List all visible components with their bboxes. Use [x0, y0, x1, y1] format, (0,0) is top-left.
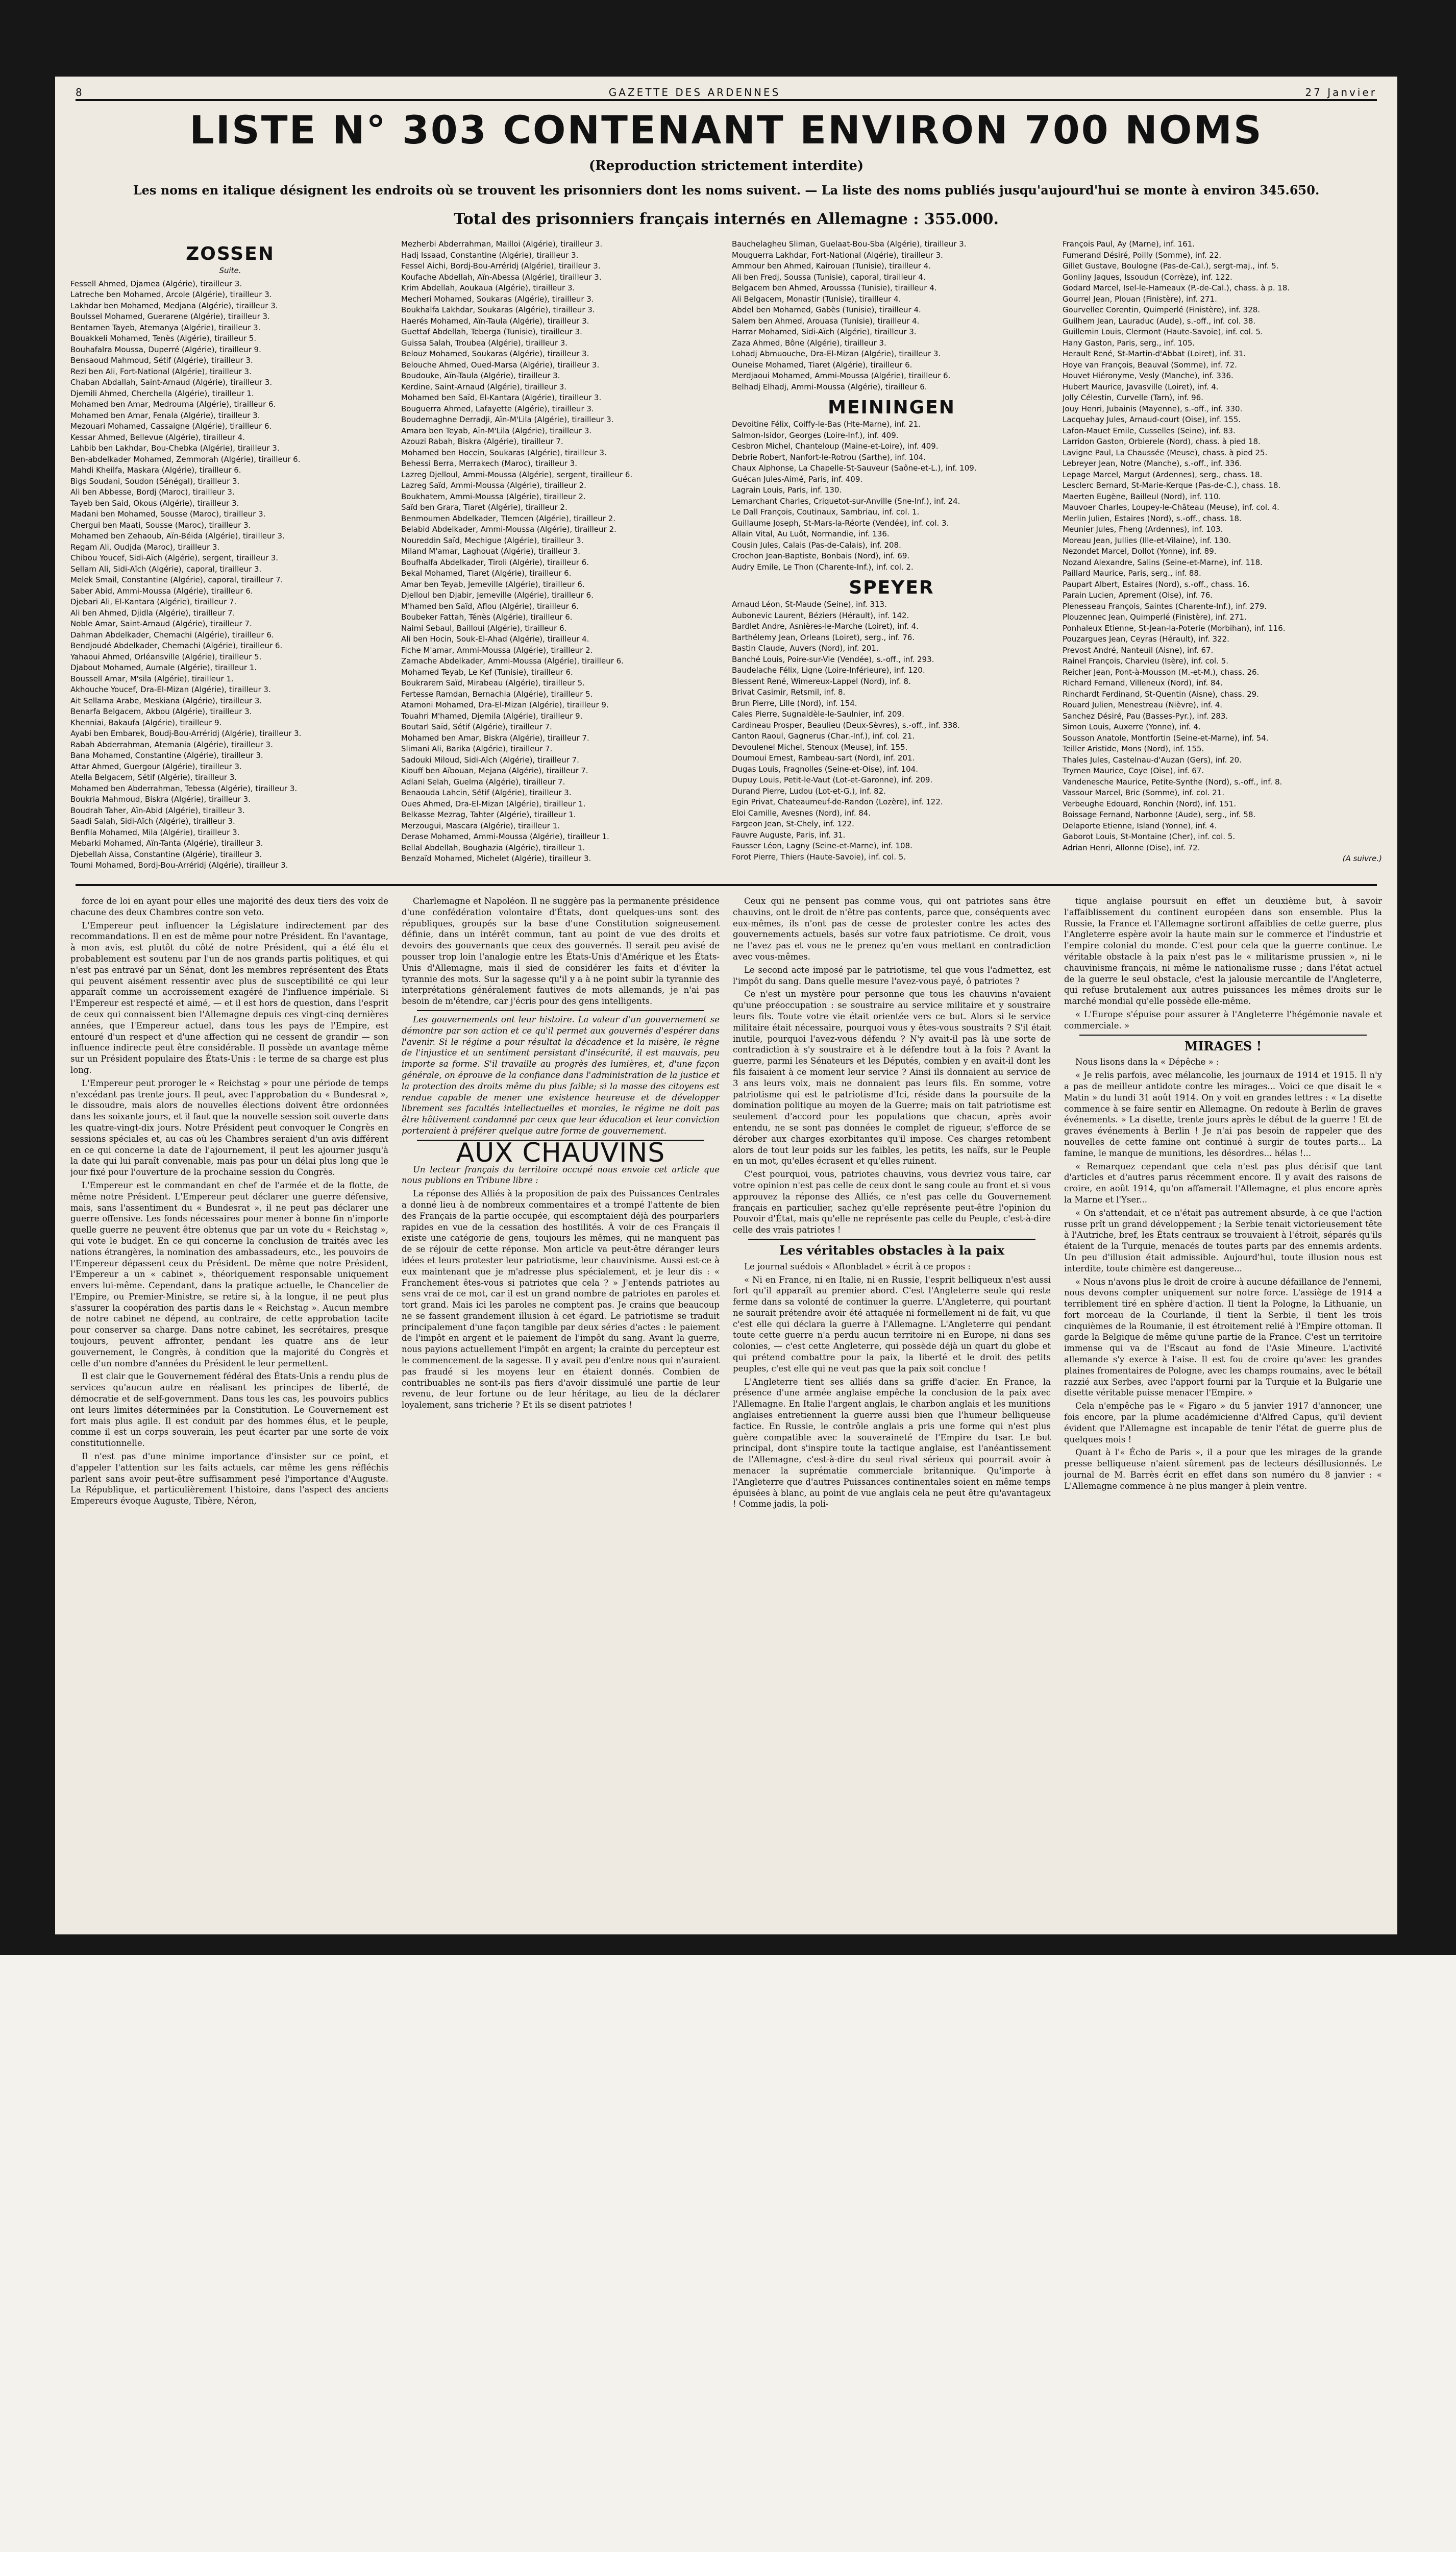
list-entry: Gourvellec Corentin, Quimperlé (Finistère), inf. 328. [1063, 305, 1261, 314]
list-entry: Reicher Jean, Pont-à-Mousson (M.-et-M.), chass. 26. [1063, 667, 1260, 677]
list-entry: Benfila Mohamed, Mila (Algérie), tirailleur 3. [70, 827, 240, 837]
list-entry: Teiller Aristide, Mons (Nord), inf. 155. [1063, 744, 1204, 753]
list-entry: M'hamed ben Saïd, Aflou (Algérie), tirailleur 6. [401, 601, 579, 611]
article-text [70, 896, 388, 1507]
list-entry: Thales Jules, Castelnau-d'Auzan (Gers), inf. 20. [1063, 755, 1242, 765]
list-entry: Regam Ali, Oudjda (Maroc), tirailleur 3. [70, 542, 220, 552]
list-column-4 [1063, 239, 1382, 877]
name-list [1063, 239, 1382, 853]
list-entry: Kerdine, Saint-Arnaud (Algérie), tirailleur 3. [401, 382, 567, 391]
list-entry: Mohamed ben Abderrahman, Tebessa (Algérie), tirailleur 3. [70, 783, 298, 793]
list-entry: Guissa Salah, Troubea (Algérie), tirailleur 3. [401, 338, 568, 348]
list-entry: Prevost André, Nanteuil (Aisne), inf. 67. [1063, 645, 1214, 655]
list-entry: Koufache Abdellah, Aïn-Abessa (Algérie), tirailleur 3. [401, 272, 602, 282]
list-entry: Bastin Claude, Auvers (Nord), inf. 201. [732, 644, 879, 653]
article-column-1 [70, 896, 388, 1927]
list-entry: Naimi Sebaul, Bailloui (Algérie), tirailleur 6. [401, 623, 567, 633]
article-text [402, 896, 720, 1007]
list-entry: Mohamed ben Amar, Medrouma (Algérie), tirailleur 6. [70, 400, 276, 409]
list-entry: Boudemaghne Derradji, Aïn-M'Lila (Algérie), tirailleur 3. [401, 415, 614, 424]
list-entry: Aubonevic Laurent, Béziers (Hérault), inf. 142. [732, 610, 909, 620]
list-entry: Salmon-Isidor, Georges (Loire-Inf.), inf. 409. [732, 430, 899, 440]
list-entry: Fargeon Jean, St-Chely, inf. 122. [732, 819, 854, 828]
heading-obstacles-paix: Les véritables obstacles à la paix [779, 1242, 1005, 1258]
list-entry: Toumi Mohamed, Bordj-Bou-Arréridj (Algérie), tirailleur 3. [70, 861, 288, 870]
list-entry: Jouy Henri, Jubainis (Mayenne), s.-off., inf. 330. [1063, 404, 1243, 413]
list-entry: Djelloul ben Djabir, Jemeville (Algérie), tirailleur 6. [401, 591, 594, 600]
list-entry: Merzougui, Mascara (Algérie), tirailleur 1. [401, 821, 560, 830]
list-entry: Meunier Jules, Fheng (Ardennes), inf. 103. [1063, 525, 1223, 534]
list-entry: Bellal Abdellah, Boughazia (Algérie), tirailleur 1. [401, 843, 585, 852]
list-entry: Hadj Issaad, Constantine (Algérie), tirailleur 3. [401, 250, 579, 260]
list-entry: Rinchardt Ferdinand, St-Quentin (Aisne), chass. 29. [1063, 689, 1259, 699]
list-entry: Ali ben Ahmed, Djidla (Algérie), tirailleur 7. [70, 608, 235, 618]
running-title: GAZETTE DES ARDENNES [608, 86, 781, 99]
list-entry: Guillemin Louis, Clermont (Haute-Savoie), inf. col. 5. [1063, 327, 1263, 336]
article-paragraph: « Ni en France, ni en Italie, ni en Russie, l'esprit belliqueux n'est aussi fort qu'il apparaît au premier abord. C'est l'Angleterre seule qui reste ferme dans sa volonté de continuer la guerre. L'Angleterre, qui pourtant ne saurait prétendre avoir été attaquée ni formellement ni de fait, vu que c'est elle qui déclara la guerre à l'Allemagne. L'Angleterre qui pendant toute cette guerre n'a perdu aucun territoire ni en Europe, ni dans ses colonies, — c'est cette Angleterre, qui possède déjà un quart du globe et qui prétend combattre pour la paix, la liberté et le droit des petits peuples, c'est elle qui ne veut pas que la paix soit conclue ! [733, 1274, 1051, 1373]
section-divider [76, 884, 1377, 886]
list-entry: Dahman Abdelkader, Chemachi (Algérie), tirailleur 6. [70, 630, 274, 640]
list-entry: Bauchelagheu Sliman, Guelaat-Bou-Sba (Algérie), tirailleur 3. [732, 239, 967, 249]
list-entry: Mauvoer Charles, Loupey-le-Château (Meuse), inf. col. 4. [1063, 503, 1279, 512]
list-entry: Barthélemy Jean, Orleans (Loiret), serg., inf. 76. [732, 632, 915, 642]
list-entry: Ouneise Mohamed, Tiaret (Algérie), tirailleur 6. [732, 360, 912, 370]
list-entry: Sellam Ali, Sidi-Aïch (Algérie), caporal, tirailleur 3. [70, 564, 262, 574]
column-rule [417, 1010, 704, 1011]
column-rule [1079, 1035, 1367, 1036]
list-entry: Rabah Abderrahman, Atemania (Algérie), tirailleur 3. [70, 740, 273, 749]
to-be-continued: (A suivre.) [1342, 854, 1382, 863]
article-lead: Le journal suédois « Aftonbladet » écrit à ce propos : [744, 1261, 971, 1271]
list-entry: Rezi ben Ali, Fort-National (Algérie), tirailleur 3. [70, 366, 252, 376]
page-number: 8 [76, 86, 84, 99]
name-list [732, 599, 1051, 863]
list-entry: Lepage Marcel, Margut (Ardennes), serg., chass. 18. [1063, 470, 1263, 479]
list-entry: Lebreyer Jean, Notre (Manche), s.-off., inf. 336. [1063, 459, 1242, 468]
list-entry: Baudelache Félix, Ligne (Loire-Inférieure), inf. 120. [732, 666, 925, 675]
list-entry: Dupuy Louis, Petit-le-Vaut (Lot-et-Garonne), inf. 209. [732, 775, 933, 784]
list-entry: Brun Pierre, Lille (Nord), inf. 154. [732, 698, 857, 708]
list-entry: Sousson Anatole, Montfortin (Seine-et-Marne), inf. 54. [1063, 733, 1269, 743]
list-entry: Azouzi Rabah, Biskra (Algérie), tirailleur 7. [401, 437, 563, 446]
list-entry: Krim Abdellah, Aoukaua (Algérie), tirailleur 3. [401, 283, 575, 292]
list-entry: Djebellah Aissa, Constantine (Algérie), tirailleur 3. [70, 849, 262, 859]
list-entry: Arnaud Léon, St-Maude (Seine), inf. 313. [732, 600, 887, 609]
list-entry: Belhadj Elhadj, Ammi-Moussa (Algérie), tirailleur 6. [732, 382, 927, 391]
list-entry: Amar ben Teyab, Jemeville (Algérie), tirailleur 6. [401, 579, 585, 589]
list-entry: Merdjaoui Mohamed, Ammi-Moussa (Algérie), tirailleur 6. [732, 371, 951, 380]
running-header [76, 86, 1377, 101]
list-entry: Lazreg Djelloul, Ammi-Moussa (Algérie), sergent, tirailleur 6. [401, 470, 633, 479]
article-paragraph: Ce n'est un mystère pour personne que tous les chauvins n'avaient qu'une préoccupation : se soustraire au service militaire et y soustraire leurs fils. Toute votre vie était orientée vers ce but. Alors si le service militaire était nécessaire, pourquoi vous y êtes-vous soustraits ? S'il était inutile, pourquoi l'avez-vous défendu ? N'y avait-il pas là une sorte de contradiction à s'y soustraire et à le défendre tout à la fois ? Avant la guerre, parmi les Sénateurs et les Députés, combien y en avait-il dont les fils faisaient à ce moment leur service ? Ainsi ils donnaient au service de 3 ans leurs voix, mais ne donnaient pas leurs fils. En somme, votre patriotisme qui est le patriotisme d'Ici, réside dans la poursuite de la domination politique au moyen de la Guerre; mais on tait patriotisme est seulement d'accord pour les populations que chacun, après avoir entendu, ne se sont pas données le complet de rigueur, s'efforce de se dérober aux charges exorbitantes qu'il impose. Ces charges retombent alors de tout leur poids sur les faibles, les petits, les naïfs, sur le Peuple en un mot, qu'elles écrasent et qu'elles ruinent. [733, 989, 1051, 1166]
article-paragraph: « Remarquez cependant que cela n'est pas plus décisif que tant d'articles et d'autres parus récemment encore. Il y avait des raisons de croire, en août 1914, qu'on affamerait l'Allemagne, et plus encore après la Marne et l'Yser... [1064, 1161, 1382, 1205]
list-entry: Ali Belgacem, Monastir (Tunisie), tirailleur 4. [732, 294, 901, 304]
list-entry: Eloi Camille, Avesnes (Nord), inf. 84. [732, 808, 871, 818]
list-entry: Hany Gaston, Paris, serg., inf. 105. [1063, 338, 1195, 348]
article-paragraph: « Je relis parfois, avec mélancolie, les journaux de 1914 et 1915. Il n'y a pas de meilleur antidote contre les mirages... Voici ce que disait le « Matin » du lundi 31 août 1914. On y voit en grandes lettres : « La disette commence à se faire sentir en Allemagne. On redoute à Berlin de graves événements. » La disette, trente jours après le début de la guerre ! Et de graves événements à Berlin ! Je n'ai pas besoin de rappeler que des nouvelles de cette famine ont continué à surgir de toutes parts... La famine, le manque de munitions, les désordres... hélas !... [1064, 1070, 1382, 1158]
list-entry: François Paul, Ay (Marne), inf. 161. [1063, 239, 1195, 249]
list-entry: Forot Pierre, Thiers (Haute-Savoie), inf. col. 5. [732, 852, 906, 862]
list-entry: Melek Smail, Constantine (Algérie), caporal, tirailleur 7. [70, 575, 283, 584]
list-entry: Boukrarem Saïd, Mirabeau (Algérie), tirailleur 5. [401, 678, 585, 688]
list-column-1 [70, 239, 390, 877]
list-entry: Bouguerra Ahmed, Lafayette (Algérie), tirailleur 3. [401, 404, 594, 413]
list-entry: Ait Sellama Arabe, Meskiana (Algérie), tirailleur 3. [70, 696, 262, 705]
list-entry: Saadi Salah, Sidi-Aïch (Algérie), tirailleur 3. [70, 817, 235, 826]
list-entry: Lesclerc Bernard, St-Marie-Kerque (Pas-de-C.), chass. 18. [1063, 481, 1281, 490]
list-entry: Houvet Hiéronyme, Vesly (Manche), inf. 336. [1063, 371, 1233, 380]
camp-heading-meiningen: MEININGEN [828, 397, 955, 418]
list-entry: Bardlet Andre, Asnières-le-Marche (Loiret), inf. 4. [732, 622, 919, 631]
article-paragraph: L'Empereur peut proroger le « Reichstag » pour une période de temps n'excédant pas trente jours. Il peut, avec l'approbation du « Bundesrat », le dissoudre, mais alors de nouvelles élections doivent être ordonnées dans les soixante jours, et il faut que la nouvelle session soit ouverte dans les quatre-vingt-dix jours. Notre Président peut convoquer le Congrès en sessions spéciales et, au cas où les Chambres seraient d'un avis différent en ce qui concerne la date de l'ajournement, il peut les ajourner jusqu'à la date qui lui paraît convenable, mais pas pour un délai plus long que le jour fixé pour l'ouverture de la prochaine session du Congrès. [70, 1078, 388, 1177]
list-entry: Vassour Marcel, Bric (Somme), inf. col. 21. [1063, 788, 1225, 797]
list-entry: Sadouki Miloud, Sidi-Aïch (Algérie), tirailleur 7. [401, 755, 579, 765]
list-entry: Djemili Ahmed, Cherchella (Algérie), tirailleur 1. [70, 388, 254, 398]
list-entry: Mouguerra Lakhdar, Fort-National (Algérie), tirailleur 3. [732, 250, 943, 260]
list-entry: Kiouff ben Aïbouan, Mejana (Algérie), tirailleur 7. [401, 766, 588, 775]
list-entry: Ponhaleux Etienne, St-Jean-la-Poterie (Morbihan), inf. 116. [1063, 623, 1286, 633]
list-entry: Benaouda Lahcin, Sétif (Algérie), tirailleur 3. [401, 788, 572, 797]
list-entry: Delaporte Etienne, Island (Yonne), inf. 4. [1063, 821, 1217, 830]
list-entry: Behessi Berra, Merrakech (Maroc), tirailleur 3. [401, 459, 577, 468]
article-paragraph: L'Empereur peut influencer la Législature indirectement par des recommandations. Il en est de même pour notre Président. En l'avantage, à mon avis, est plutôt du côté de notre Président, qui a été élu et probablement est soutenu par l'un de nos grands partis politiques, et qui n'est pas entravé par un Sénat, dont les membres représentent des États qui peuvent aisément ressentir avec plus de susceptibilité ce qui leur apparaît comme un accroissement exagéré de l'influence impériale. Si l'Empereur est respecté et aimé, — et il est hors de question, dans l'esprit de ceux qui connaissent bien l'Allemagne depuis ces vingt-cinq dernières années, que l'Empereur actuel, dans tous les pays de l'Empire, est entouré d'un respect et d'une affection qui ne cessent de grandir — son influence indirecte peut être considérable. Il possède un avantage même sur un Président populaire des États-Unis : le terme de sa charge est plus long. [70, 920, 388, 1075]
article-text [402, 1188, 720, 1411]
list-entry: Canton Raoul, Gagnerus (Char.-Inf.), inf. col. 21. [732, 731, 915, 741]
list-entry: Ammour ben Ahmed, Kairouan (Tunisie), tirailleur 4. [732, 261, 931, 271]
camp-heading-zossen: ZOSSEN [186, 243, 275, 264]
list-entry: Mohamed ben Amar, Biskra (Algérie), tirailleur 7. [401, 733, 589, 743]
name-list [70, 279, 390, 871]
camp-heading-sub: Suite. [219, 266, 241, 275]
list-entry: Gillet Gustave, Boulogne (Pas-de-Cal.), sergt-maj., inf. 5. [1063, 261, 1279, 271]
header-date: 27 Janvier [1305, 86, 1377, 99]
list-entry: Fumerand Désiré, Poilly (Somme), inf. 22. [1063, 250, 1222, 260]
list-entry: Boukhalfa Lakhdar, Soukaras (Algérie), tirailleur 3. [401, 305, 595, 314]
list-entry: Mecheri Mohamed, Soukaras (Algérie), tirailleur 3. [401, 294, 594, 304]
list-entry: Guettaf Abdellah, Teberga (Tunisie), tirailleur 3. [401, 327, 582, 336]
article-column-2 [402, 896, 720, 1927]
article-paragraph: « On s'attendait, et ce n'était pas autrement absurde, à ce que l'action russe prît un grand développement ; la Serbie tenait victorieusement tête à l'Autriche, bref, les États centraux se trouvaient à l'étroit, séparés qu'ils étaient de la Turquie, menacés de toutes parts par des ennemis ardents. Un peu d'illusion était admissible. Aujourd'hui, toute illusion nous est interdite, toute chimère est dangereuse... [1064, 1208, 1382, 1273]
prisoner-lists [70, 239, 1382, 877]
article-paragraph: Il est clair que le Gouvernement fédéral des États-Unis a rendu plus de services qu'aucun autre en réalisant les principes de liberté, de démocratie et de self-government. Dans tous les cas, les pouvoirs publics ont leurs limites déterminées par la Constitution. Le Gouvernement est fort mais plus agile. Il est conduit par des hommes élus, et le peuple, comme il est un corps souverain, les peut écarter par une sorte de voix constitutionnelle. [70, 1371, 388, 1449]
list-entry: Amara ben Teyab, Aïn-M'Lila (Algérie), tirailleur 3. [401, 426, 592, 435]
list-entry: Cardineau Prosper, Beaulieu (Deux-Sèvres), s.-off., inf. 338. [732, 720, 960, 730]
list-entry: Doumoui Ernest, Rambeau-sart (Nord), inf. 201. [732, 753, 915, 763]
page-subtitle: (Reproduction strictement interdite) [588, 158, 864, 174]
list-entry: Latreche ben Mohamed, Arcole (Algérie), tirailleur 3. [70, 290, 272, 299]
list-entry: Devoitine Félix, Coiffy-le-Bas (Hte-Marne), inf. 21. [732, 420, 921, 429]
list-entry: Benmoumen Abdelkader, Tlemcen (Algérie), tirailleur 2. [401, 513, 615, 523]
list-entry: Zaza Ahmed, Bône (Algérie), tirailleur 3. [732, 338, 886, 348]
article-paragraph: tique anglaise poursuit en effet un deuxième but, à savoir l'affaiblissement du continent européen dans son ensemble. Plus la Russie, la France et l'Allemagne sortiront affaiblies de cette guerre, plus l'Angleterre espère avoir la haute main sur le commerce et l'industrie et l'empire colonial du monde. C'est pour cela que la guerre continue. Le véritable obstacle à la paix n'est pas le « militarisme prussien », ni le chauvinisme français, ni même le nationalisme russe ; dans l'état actuel de la guerre le seul obstacle, c'est la jalousie mercantile de l'Angleterre, qui refuse brutalement aux autres puissances les mêmes droits sur le marché mondial qu'elle possède elle-même. [1064, 896, 1382, 1007]
list-entry: Paupart Albert, Estaires (Nord), s.-off., chass. 16. [1063, 579, 1250, 589]
list-entry: Mahdi Kheilfa, Maskara (Algérie), tirailleur 6. [70, 465, 241, 475]
list-entry: Ali ben Abbesse, Bordj (Maroc), tirailleur 3. [70, 487, 235, 497]
article-paragraph: Charlemagne et Napoléon. Il ne suggère pas la permanente présidence d'une confédération volontaire d'États, dont quelques-uns sont des républiques, groupés sur la base d'une Constitution soigneusement définie, dans un intérêt commun, tant au point de vue des droits et devoirs des gouvernants que ceux des gouvernés. Il serait peu avisé de pousser trop loin l'analogie entre les États-Unis d'Amérique et les États-Unis d'Allemagne, mais il sied de considérer les faits et d'éviter la tyrannie des mots. Sur la sagesse qu'il y a à ne point subir la tyrannie des interprétations généralement fautives de mots allemands, je n'ai pas besoin de m'étendre, car j'écris pour des gens intelligents. [402, 896, 720, 1007]
article-column-4 [1064, 896, 1382, 1927]
list-entry: Crochon Jean-Baptiste, Bonbais (Nord), inf. 69. [732, 551, 910, 560]
list-entry: Mebarki Mohamed, Aïn-Tanta (Algérie), tirailleur 3. [70, 839, 263, 848]
list-entry: Atella Belgacem, Sétif (Algérie), tirailleur 3. [70, 773, 237, 782]
list-entry: Blessent René, Wimereux-Lappel (Nord), inf. 8. [732, 676, 911, 686]
article-text [1064, 896, 1382, 1032]
name-list [732, 419, 1051, 573]
list-entry: Mohamed ben Amar, Fenala (Algérie), tirailleur 3. [70, 410, 260, 420]
list-entry: Rouard Julien, Menestreau (Nièvre), inf. 4. [1063, 700, 1223, 709]
list-entry: Fauvre Auguste, Paris, inf. 31. [732, 830, 846, 840]
list-entry: Trymen Maurice, Coye (Oise), inf. 67. [1063, 766, 1204, 775]
list-entry: Lavigne Paul, La Chaussée (Meuse), chass. à pied 25. [1063, 448, 1268, 457]
list-entry: Cales Pierre, Sugnaldèle-le-Saulnier, inf. 209. [732, 709, 904, 719]
list-entry: Bekal Mohamed, Tiaret (Algérie), tirailleur 6. [401, 569, 572, 578]
list-entry: Ben-abdelkader Mohamed, Zemmorah (Algérie), tirailleur 6. [70, 454, 301, 464]
list-entry: Simon Louis, Auxerre (Yonne), inf. 4. [1063, 722, 1201, 731]
list-entry: Gaborot Louis, St-Montaine (Cher), inf. col. 5. [1063, 832, 1236, 841]
list-entry: Le Dall François, Coutinaux, Sambriau, inf. col. 1. [732, 507, 920, 517]
column-rule [748, 1239, 1035, 1240]
article-text [733, 1274, 1051, 1510]
list-entry: Mohamed ben Zehaoub, Aïn-Béida (Algérie), tirailleur 3. [70, 531, 285, 541]
list-entry: Hoye van François, Beauval (Somme), inf. 72. [1063, 360, 1237, 370]
article-paragraph: « Nous n'avons plus le droit de croire à aucune défaillance de l'ennemi, nous devons compter uniquement sur notre force. L'assiège de 1914 a terriblement tiré en sphère d'action. Il tient la Pologne, la Lithuanie, un fort morceau de la Courlande, il tient la Serbie, il tient les trois cinquièmes de la Roumanie, il est étroitement relié à l'Empire ottoman. Il garde la Belgique de même qu'une partie de la France. C'est un territoire immense qui va de l'Escaut au fond de l'Asie Mineure. L'activité allemande s'y exerce à l'aise. Il est fou de croire qu'avec les grandes plaines fromentaires de Pologne, avec les champs roumains, avec le bétail razzié aux Serbes, avec l'apport fourni par la Turquie et la Bulgarie une disette véritable puisse menacer l'Empire. » [1064, 1277, 1382, 1398]
list-entry: Nezondet Marcel, Dollot (Yonne), inf. 89. [1063, 547, 1217, 556]
list-entry: Boukhatem, Ammi-Moussa (Algérie), tirailleur 2. [401, 492, 586, 501]
list-intro: Les noms en italique désignent les endroits où se trouvent les prisonniers dont les noms suivent. — La liste des noms publiés jusqu'aujourd'hui se monte à environ 345.650. [133, 183, 1320, 198]
list-entry: Lohadj Abmuouche, Dra-El-Mizan (Algérie), tirailleur 3. [732, 349, 941, 358]
list-entry: Cesbron Michel, Chanteloup (Maine-et-Loire), inf. 409. [732, 441, 939, 451]
list-entry: Fessell Ahmed, Djamea (Algérie), tirailleur 3. [70, 279, 242, 288]
list-entry: Guillaume Joseph, St-Mars-la-Réorte (Vendée), inf. col. 3. [732, 518, 949, 528]
list-entry: Plenesseau François, Saintes (Charente-Inf.), inf. 279. [1063, 601, 1267, 611]
list-entry: Herault René, St-Martin-d'Abbat (Loiret), inf. 31. [1063, 349, 1246, 358]
list-entry: Saber Abid, Ammi-Moussa (Algérie), tirailleur 6. [70, 586, 253, 596]
list-entry: Belkasse Mezrag, Tahter (Algérie), tirailleur 1. [401, 810, 576, 819]
article-paragraph: Cela n'empêche pas le « Figaro » du 5 janvier 1917 d'annoncer, une fois encore, par la plume académicienne d'Alfred Capus, qu'il devient évident que l'Allemagne est incapable de tenir l'état de guerre plus de quelques mois ! [1064, 1401, 1382, 1444]
list-entry: Bigs Soudani, Soudon (Sénégal), tirailleur 3. [70, 476, 240, 486]
list-entry: Chergui ben Maati, Sousse (Maroc), tirailleur 3. [70, 520, 251, 530]
list-entry: Debrie Robert, Nanfort-le-Rotrou (Sarthe), inf. 104. [732, 452, 926, 462]
list-entry: Ali ben Fredj, Soussa (Tunisie), caporal, tirailleur 4. [732, 272, 926, 282]
list-entry: Parain Lucien, Aprement (Oise), inf. 76. [1063, 591, 1213, 600]
list-entry: Madani ben Mohamed, Sousse (Maroc), tirailleur 3. [70, 509, 266, 519]
list-entry: Oues Ahmed, Dra-El-Mizan (Algérie), tirailleur 1. [401, 799, 586, 808]
list-entry: Rainel François, Charvieu (Isère), inf. col. 5. [1063, 656, 1228, 666]
article-text [733, 896, 1051, 1236]
list-entry: Dugas Louis, Fragnolles (Seine-et-Oise), inf. 104. [732, 764, 918, 774]
list-entry: Tayeb ben Said, Okous (Algérie), tirailleur 3. [70, 498, 239, 508]
list-entry: Belouche Ahmed, Oued-Marsa (Algérie), tirailleur 3. [401, 360, 600, 370]
name-list [732, 239, 1051, 392]
list-entry: Atamoni Mohamed, Dra-El-Mizan (Algérie), tirailleur 9. [401, 700, 609, 709]
list-entry: Mohamed Teyab, Le Kef (Tunisie), tirailleur 6. [401, 667, 573, 677]
list-entry: Boulssel Mohamed, Guerarene (Algérie), tirailleur 3. [70, 312, 270, 321]
list-entry: Boudouke, Aïn-Taula (Algérie), tirailleur 3. [401, 371, 560, 380]
newspaper-page [55, 77, 1397, 1934]
article-text [1064, 1057, 1382, 1491]
list-entry: Fausser Léon, Lagny (Seine-et-Marne), inf. 108. [732, 841, 912, 850]
list-entry: Djebari Ali, El-Kantara (Algérie), tirailleur 7. [70, 597, 237, 606]
prisoner-total: Total des prisonniers français internés en Allemagne : 355.000. [454, 210, 999, 228]
list-entry: Nozand Alexandre, Salins (Seine-et-Marne), inf. 118. [1063, 557, 1263, 567]
italic-paragraph: Les gouvernements ont leur histoire. La valeur d'un gouvernement se démontre par son action et ce qu'il permet aux gouvernés d'espérer dans l'avenir. Si le régime a pour résultat la décadence et la misère, le règne de l'injustice et un sentiment persistant d'insécurité, il est mauvais, peu importe sa forme. S'il travaille au progrès des lumières, et, d'une façon générale, on éprouve de la confiance dans l'administration de la justice et la protection des droits même du plus faible; si la masse des citoyens est rendue capable de mener une existence heureuse et de développer librement ses facultés intellectuelles et morales, le régime ne doit pas être hâtivement condamné par ceux que leur éducation et leur conviction porteraient à préférer quelque autre forme de gouvernement. [402, 1014, 720, 1136]
list-entry: Plouzennec Jean, Quimperlé (Finistère), inf. 271. [1063, 612, 1247, 622]
headline-aux-chauvins: AUX CHAUVINS [456, 1137, 665, 1168]
list-entry: Boukria Mahmoud, Biskra (Algérie), tirailleur 3. [70, 795, 251, 804]
list-entry: Cousin Jules, Calais (Pas-de-Calais), inf. 208. [732, 540, 901, 550]
list-entry: Salem ben Ahmed, Arouasa (Tunisie), tirailleur 4. [732, 316, 920, 326]
list-entry: Adlani Selah, Guelma (Algérie), tirailleur 7. [401, 777, 565, 787]
page-title: LISTE N° 303 CONTENANT ENVIRON 700 NOMS [189, 107, 1263, 153]
list-entry: Allain Vital, Au Luôt, Normandie, inf. 136. [732, 529, 890, 538]
list-entry: Fiche M'amar, Ammi-Moussa (Algérie), tirailleur 2. [401, 645, 593, 655]
list-entry: Gourrel Jean, Plouan (Finistère), inf. 271. [1063, 294, 1217, 304]
list-entry: Lakhdar ben Mohamed, Medjana (Algérie), tirailleur 3. [70, 301, 278, 310]
list-entry: Lagrain Louis, Paris, inf. 130. [732, 485, 842, 495]
list-entry: Miland M'amar, Laghouat (Algérie), tirailleur 3. [401, 547, 581, 556]
list-entry: Yahaoui Ahmed, Orléansville (Algérie), tirailleur 5. [70, 652, 262, 661]
list-entry: Lacquehay Jules, Arnaud-court (Oise), inf. 155. [1063, 415, 1241, 424]
list-entry: Derase Mohamed, Ammi-Moussa (Algérie), tirailleur 1. [401, 832, 609, 841]
article-paragraph: L'Empereur est le commandant en chef de l'armée et de la flotte, de même notre Président. L'Empereur peut déclarer une guerre défensive, mais, sans l'assentiment du « Bundesrat », il ne peut pas déclarer une guerre offensive. Les fonds nécessaires pour mener à bonne fin n'importe quelle guerre ne peuvent être obtenus que par un vote du « Reichstag », qui vote le budget. En ce qui concerne la conclusion de traités avec les nations étrangères, la nomination des ambassadeurs, etc., les pouvoirs de l'Empereur dépassent ceux du Président. De même que notre Président, l'Empereur a un « cabinet », théoriquement responsable uniquement envers lui-même. Cependant, dans la pratique actuelle, le Chancelier de l'Empire, ou Premier-Ministre, se retire si, à la longue, il ne peut plus s'assurer la coopération des partis dans le « Reichstag ». Aucun membre de notre cabinet ne dépend, au contraire, de cette approbation tacite pour conserver sa charge. Dans notre cabinet, les secrétaires, presque toujours, peuvent affronter, pendant les quatre ans de leur gouvernement, le Congrès, à condition que la majorité du Congrès et celle d'un nombre d'années du Président le leur permettent. [70, 1180, 388, 1368]
list-entry: Vandenesche Maurice, Petite-Synthe (Nord), s.-off., inf. 8. [1063, 777, 1282, 787]
list-entry: Belgacem ben Ahmed, Arousssa (Tunisie), tirailleur 4. [732, 283, 937, 292]
list-entry: Pouzargues Jean, Ceyras (Hérault), inf. 322. [1063, 634, 1229, 644]
list-entry: Moreau Jean, Jullies (Ille-et-Vilaine), inf. 130. [1063, 535, 1231, 545]
list-entry: Chaban Abdallah, Saint-Arnaud (Algérie), tirailleur 3. [70, 378, 273, 387]
list-entry: Attar Ahmed, Guergour (Algérie), tirailleur 3. [70, 762, 242, 771]
camp-heading-speyer: SPEYER [849, 577, 934, 598]
name-list [401, 239, 721, 865]
article-paragraph: « L'Europe s'épuise pour assurer à l'Angleterre l'hégémonie navale et commerciale. » [1064, 1009, 1382, 1030]
list-entry: Harrar Mohamed, Sidi-Aïch (Algérie), tirailleur 3. [732, 327, 917, 336]
list-entry: Djabout Mohamed, Aumale (Algérie), tirailleur 1. [70, 663, 257, 672]
list-column-3 [732, 239, 1051, 877]
list-entry: Bouhafalra Moussa, Duperré (Algérie), tirailleur 9. [70, 345, 261, 354]
list-entry: Sanchez Désiré, Pau (Basses-Pyr.), inf. 283. [1063, 711, 1228, 721]
list-entry: Ayabi ben Embarek, Boudj-Bou-Arréridj (Algérie), tirailleur 3. [70, 729, 302, 738]
list-entry: Khenniai, Bakaufa (Algérie), tirailleur 9. [70, 718, 222, 727]
list-entry: Belouz Mohamed, Soukaras (Algérie), tirailleur 3. [401, 349, 589, 358]
list-entry: Audry Emile, Le Thon (Charente-Inf.), inf. col. 2. [732, 562, 914, 572]
digitization-footer [0, 1955, 1456, 2053]
list-entry: Boutarl Saïd, Sétif (Algérie), tirailleur 7. [401, 722, 552, 731]
list-entry: Hubert Maurice, Javasville (Loiret), inf. 4. [1063, 382, 1219, 391]
list-entry: Haerés Mohamed, Aïn-Taula (Algérie), tirailleur 3. [401, 316, 589, 326]
list-entry: Saïd ben Grara, Tiaret (Algérie), tirailleur 2. [401, 503, 567, 512]
list-entry: Bensaoud Mahmoud, Sétif (Algérie), tirailleur 3. [70, 356, 253, 365]
list-entry: Bana Mohamed, Constantine (Algérie), tirailleur 3. [70, 751, 263, 760]
list-entry: Chaux Alphonse, La Chapelle-St-Sauveur (Saône-et-L.), inf. 109. [732, 463, 977, 473]
article-columns [70, 896, 1382, 1927]
list-entry: Devoulenel Michel, Stenoux (Meuse), inf. 155. [732, 742, 908, 752]
list-column-2 [401, 239, 721, 877]
list-entry: Godard Marcel, Isel-le-Hameaux (P.-de-Cal.), chass. à p. 18. [1063, 283, 1290, 292]
list-entry: Maerten Eugène, Bailleul (Nord), inf. 110. [1063, 492, 1221, 501]
list-entry: Jolly Célestin, Curvelle (Tarn), inf. 96. [1063, 393, 1203, 402]
list-entry: Chibou Youcef, Sidi-Aïch (Algérie), sergent, tirailleur 3. [70, 553, 279, 562]
list-entry: Fertesse Ramdan, Bernachia (Algérie), tirailleur 5. [401, 689, 593, 699]
article-paragraph: L'Angleterre tient ses alliés dans sa griffe d'acier. En France, la présence d'une armée anglaise empêche la conclusion de la paix avec l'Allemagne. En Italie l'argent anglais, le charbon anglais et les munitions anglaises entretiennent la guerre aussi bien que l'humeur belliqueuse factice. En Russie, le contrôle anglais a pris une forme qui n'est plus guère compatible avec la souveraineté de l'Empire du tsar. Le but principal, dont s'inspire toute la tactique anglaise, est l'anéantissement de l'Allemagne, c'est-à-dire du seul rival sérieux qui pourrait avoir à menacer la suprématie commerciale britannique. Qu'importe à l'Angleterre que d'autres Puissances continentales soient en même temps épuisées à blanc, au point de vue anglais cela ne peut être qu'avantageux ! Comme jadis, la poli- [733, 1377, 1051, 1509]
article-paragraph: Ceux qui ne pensent pas comme vous, qui ont patriotes sans être chauvins, ont le droit de n'être pas contents, parce que, conséquents avec eux-mêmes, ils n'ont pas de cesse de protester contre les actes des gouvernements actuels, basés sur votre faux patriotisme. Ce droit, vous ne l'avez pas et vous ne le prenez qu'en vous mettant en contradiction avec vous-mêmes. [733, 896, 1051, 962]
list-entry: Bouakkeli Mohamed, Tenès (Algérie), tirailleur 5. [70, 334, 257, 343]
list-entry: Mezherbi Abderrahman, Mailloi (Algérie), tirailleur 3. [401, 239, 603, 249]
list-entry: Zamache Abdelkader, Ammi-Moussa (Algérie), tirailleur 6. [401, 656, 624, 666]
heading-mirages: MIRAGES ! [1184, 1038, 1262, 1053]
list-entry: Belabid Abdelkader, Ammi-Moussa (Algérie), tirailleur 2. [401, 525, 616, 534]
list-entry: Gonliny Jaques, Issoudun (Corrèze), inf. 122. [1063, 272, 1232, 282]
list-entry: Noureddin Saïd, Mechigue (Algérie), tirailleur 3. [401, 535, 584, 545]
list-entry: Durand Pierre, Ludou (Lot-et-G.), inf. 82. [732, 786, 886, 796]
list-entry: Bentamen Tayeb, Atemanya (Algérie), tirailleur 3. [70, 323, 261, 332]
list-entry: Guilhem Jean, Lauraduc (Aude), s.-off., inf. col. 38. [1063, 316, 1256, 326]
list-entry: Lahbib ben Lakhdar, Bou-Chebka (Algérie), tirailleur 3. [70, 444, 280, 453]
list-entry: Larridon Gaston, Orbierele (Nord), chass. à pied 18. [1063, 437, 1261, 446]
list-entry: Mezouari Mohamed, Cassaigne (Algérie), tirailleur 6. [70, 422, 272, 431]
list-entry: Slimani Ali, Barika (Algérie), tirailleur 7. [401, 744, 553, 753]
list-entry: Ali ben Hocin, Souk-El-Ahad (Algérie), tirailleur 4. [401, 634, 589, 644]
list-entry: Brivat Casimir, Retsmil, inf. 8. [732, 688, 846, 697]
list-entry: Bendjoudé Abdelkader, Chemachi (Algérie), tirailleur 6. [70, 641, 283, 650]
list-entry: Lemarchant Charles, Criquetot-sur-Anville (Sne-Inf.), inf. 24. [732, 496, 960, 506]
list-entry: Boudrah Taher, Aïn-Abid (Algérie), tirailleur 3. [70, 805, 245, 815]
list-entry: Guécan Jules-Aimé, Paris, inf. 409. [732, 474, 863, 484]
list-entry: Boussell Amar, M'sila (Algérie), tirailleur 1. [70, 674, 234, 683]
list-entry: Benarfa Belgacem, Akbou (Algérie), tirailleur 3. [70, 707, 252, 716]
list-entry: Abdel ben Mohamed, Gabès (Tunisie), tirailleur 4. [732, 305, 921, 314]
list-entry: Mohamed ben Hocein, Soukaras (Algérie), tirailleur 3. [401, 448, 607, 457]
list-entry: Merlin Julien, Estaires (Nord), s.-off., chass. 18. [1063, 513, 1242, 523]
list-entry: Akhouche Youcef, Dra-El-Mizan (Algérie), tirailleur 3. [70, 685, 271, 694]
list-entry: Mohamed ben Saïd, El-Kantara (Algérie), tirailleur 3. [401, 393, 602, 402]
list-entry: Verbeughe Edouard, Ronchin (Nord), inf. 151. [1063, 799, 1237, 808]
article-lead: Un lecteur français du territoire occupé nous envoie cet article que nous publions en Tribune libre : [402, 1164, 720, 1186]
list-entry: Fessel Aichi, Bordj-Bou-Arréridj (Algérie), tirailleur 3. [401, 261, 601, 271]
article-paragraph: Il n'est pas d'une minime importance d'insister sur ce point, et d'appeler l'attention sur les faits actuels, car même les gens réfléchis parlent sans avoir peut-être suffisamment pesé l'importance d'Auguste. La République, et particulièrement l'histoire, dans l'aspect des anciens Empereurs évoque Auguste, Tibère, Néron, [70, 1452, 388, 1506]
article-paragraph: force de loi en ayant pour elles une majorité des deux tiers des voix de chacune des deux Chambres contre son veto. [70, 896, 388, 917]
list-entry: Boufhalfa Abdelkader, Tiroli (Algérie), tirailleur 6. [401, 557, 589, 567]
list-entry: Banché Louis, Poire-sur-Vie (Vendée), s.-off., inf. 293. [732, 654, 934, 664]
article-paragraph: Nous lisons dans la « Dépêche » : [1075, 1057, 1219, 1067]
article-paragraph: La réponse des Alliés à la proposition de paix des Puissances Centrales a donné lieu à de nombreux commentaires et a trompé l'attente de bien des Français de la partie occupée, qui escomptaient déjà des pourparlers rapides en vue de la cessation des hostilités. À voir de ces Français il existe une catégorie de gens, toujours les mêmes, qui ne manquent pas de se réjouir de cette réponse. Mon article va peut-être déranger leurs idées et leurs protester leur patriotisme, leur chauvinisme. Aussi est-ce à eux maintenant que je m'adresse plus spécialement, et je leur dis : « Franchement êtes-vous si patriotes que cela ? » J'entends patriotes au sens vrai de ce mot, car il est un grand nombre de patriotes en paroles et tort grand. Mais ici les paroles ne comptent pas. Je crains que beaucoup ne se fassent grandement illusion à cet égard. Le patriotisme se traduit principalement d'une façon tangible par deux séries d'actes : le paiement de l'impôt en argent et le paiement de l'impôt du sang. Avant la guerre, nous payions actuellement l'impôt en argent; la crainte du percepteur est le commencement de la sagesse. Il y avait peu d'entre nous qui n'auraient pas fraudé si les moyens leur en étaient donnés. Combien de contribuables ne sont-ils pas fiers d'avoir dissimulé une partie de leur revenu, de leur fortune ou de leur héritage, au lieu de la déclarer loyalement, sans tricherie ? Et ils se disent patriotes ! [402, 1189, 720, 1410]
list-entry: Kessar Ahmed, Bellevue (Algérie), tirailleur 4. [70, 432, 245, 442]
article-paragraph: Le second acte imposé par le patriotisme, tel que vous l'admettez, est l'impôt du sang. Dans quelle mesure l'avez-vous payé, ô patriotes ? [733, 965, 1051, 986]
article-paragraph: C'est pourquoi, vous, patriotes chauvins, vous devriez vous taire, car votre opinion n'est pas celle de ceux dont le sang coule au front et si vous approuvez la réponse des Alliés, ce n'est pas celle du Gouvernement français en particulier, sachez qu'elle représente peut-être l'opinion du Pouvoir d'État, mais qu'elle ne représente pas celle du Peuple, c'est-à-dire celle des vrais patriotes ! [733, 1169, 1051, 1235]
list-entry: Touahri M'hamed, Djemila (Algérie), tirailleur 9. [401, 711, 583, 721]
list-entry: Lazreg Saïd, Ammi-Moussa (Algérie), tirailleur 2. [401, 481, 586, 490]
article-paragraph: Quant à l'« Écho de Paris », il a pour que les mirages de la grande presse belliqueuse n'aient sûrement pas de lecteurs désillusionnés. Le journal de M. Barrès écrit en effet dans son numéro du 8 janvier : « L'Allemagne commence à ne plus manger à plein ventre. [1064, 1447, 1382, 1491]
list-entry: Boissage Fernand, Narbonne (Aude), serg., inf. 58. [1063, 810, 1256, 819]
list-entry: Egin Privat, Chateaumeuf-de-Randon (Lozère), inf. 122. [732, 797, 943, 806]
list-entry: Paillard Maurice, Paris, serg., inf. 88. [1063, 569, 1201, 578]
list-entry: Adrian Henri, Allonne (Oise), inf. 72. [1063, 843, 1200, 852]
list-entry: Benzaïd Mohamed, Michelet (Algérie), tirailleur 3. [401, 854, 591, 863]
article-column-3 [733, 896, 1051, 1927]
list-entry: Noble Amar, Saint-Arnaud (Algérie), tirailleur 7. [70, 619, 252, 628]
list-entry: Richard Fernand, Villeneux (Nord), inf. 84. [1063, 678, 1223, 688]
list-entry: Lafon-Mauet Emile, Cusselles (Seine), inf. 83. [1063, 426, 1236, 435]
list-entry: Boubeker Fattah, Ténès (Algérie), tirailleur 6. [401, 612, 573, 622]
